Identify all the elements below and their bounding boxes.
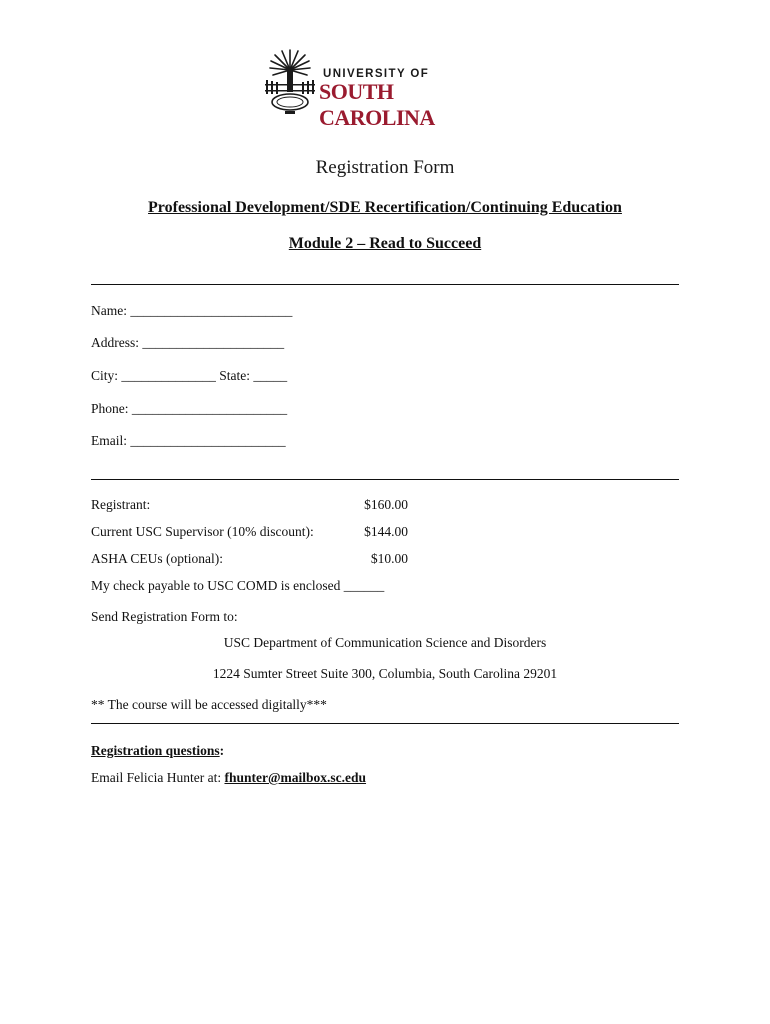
divider — [91, 284, 679, 285]
fee-label-supervisor: Current USC Supervisor (10% discount): — [91, 524, 314, 539]
questions-heading — [91, 743, 224, 759]
divider — [91, 479, 679, 480]
questions-email-link[interactable]: fhunter@mailbox.sc.edu — [224, 770, 367, 785]
fee-amount-asha: $10.00 — [370, 551, 408, 566]
divider — [91, 723, 679, 724]
send-to-department: USC Department of Communication Science and Disorders — [223, 635, 547, 650]
questions-heading-text: Registration questions — [91, 743, 220, 758]
questions-email-prefix: Email Felicia Hunter at: — [91, 770, 225, 785]
questions-heading-colon: : — [219, 743, 225, 758]
name-field[interactable]: Name: ________________________ — [91, 303, 293, 318]
send-to-label: Send Registration Form to: — [91, 609, 238, 624]
form-subtitle: Professional Development/SDE Recertification/Continuing Education — [148, 199, 622, 216]
university-logo — [262, 44, 512, 130]
send-to-address: 1224 Sumter Street Suite 300, Columbia, South Carolina 29201 — [212, 666, 558, 681]
fee-label-registrant: Registrant: — [91, 497, 151, 512]
palmetto-seal-icon — [262, 44, 318, 118]
logo-text-line1: UNIVERSITY OF — [323, 68, 430, 80]
email-field[interactable]: Email: _______________________ — [91, 433, 286, 448]
logo-text-line2: SOUTH CAROLINA — [319, 79, 435, 130]
module-title: Module 2 – Read to Succeed — [288, 235, 482, 252]
digital-access-note: ** The course will be accessed digitally*** — [91, 697, 327, 712]
page-title: Registration Form — [315, 157, 455, 178]
fee-amount-supervisor: $144.00 — [364, 524, 408, 539]
phone-field[interactable]: Phone: _______________________ — [91, 401, 288, 416]
fee-amount-registrant: $160.00 — [364, 497, 408, 512]
questions-contact-line — [91, 770, 366, 786]
city-state-field[interactable]: City: ______________ State: _____ — [91, 368, 288, 383]
address-field[interactable]: Address: _____________________ — [91, 335, 285, 350]
fee-label-asha: ASHA CEUs (optional): — [91, 551, 224, 566]
check-enclosed-line[interactable]: My check payable to USC COMD is enclosed ______ — [91, 578, 385, 593]
